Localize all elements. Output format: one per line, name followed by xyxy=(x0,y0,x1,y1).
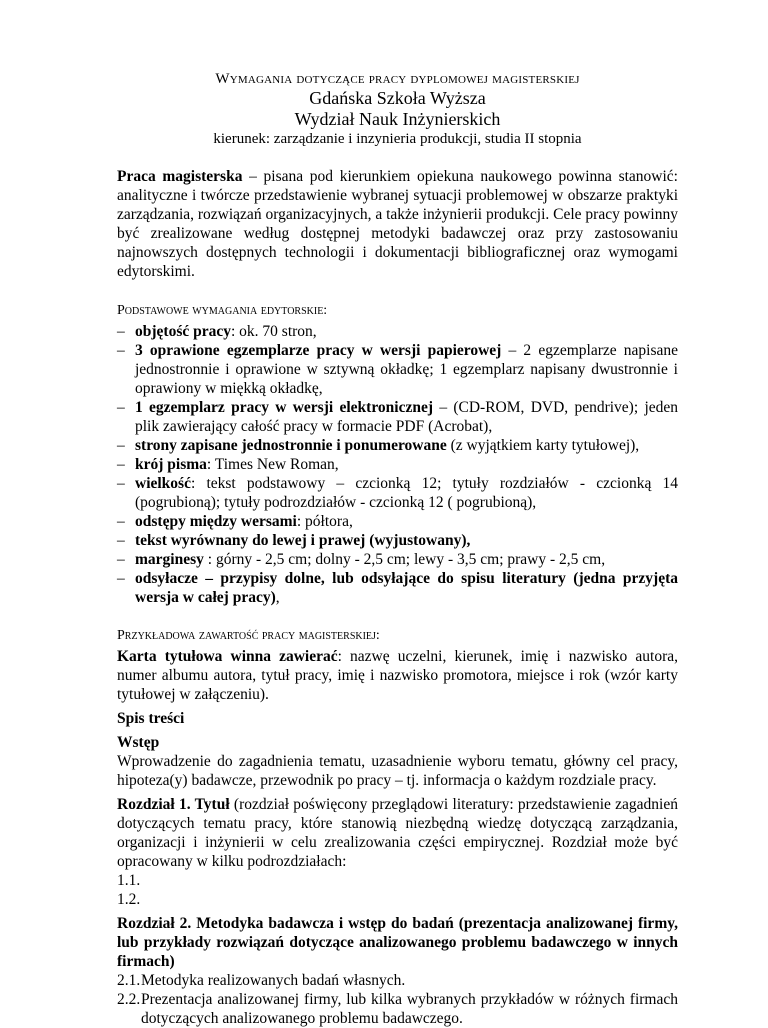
item-bold: wielkość xyxy=(135,475,191,492)
school-name: Gdańska Szkoła Wyższa xyxy=(309,88,486,108)
item-bold: strony zapisane jednostronnie i ponumerowane xyxy=(135,437,447,454)
item-text: (z wyjątkiem karty tytułowej), xyxy=(446,437,640,454)
chapter2-item xyxy=(117,990,678,1028)
toc-heading xyxy=(117,709,678,728)
title-card-bold: Karta tytułowa winna zawierać xyxy=(117,648,338,665)
item-number: 2.2. xyxy=(117,991,141,1008)
item-bold: 1 egzemplarz pracy w wersji elektronicznej xyxy=(135,399,434,416)
dash-bullet: – xyxy=(117,475,125,492)
list-item xyxy=(117,322,678,341)
list-item xyxy=(117,569,678,607)
item-number: 2.1. xyxy=(117,972,141,989)
title-card-text: : nazwę uczelni, kierunek, imię i nazwisko autora, numer albumu autora, tytuł pracy, imię i nazwisko promotora, miejsce i rok (wzór karty tytułowej w załączeniu). xyxy=(117,648,678,703)
chapter2-title-text: Rozdział 2. Metodyka badawcza i wstęp do badań (prezentacja analizowanej firmy, lub przykłady rozwiązań dotyczące analizowanego problemu badawczego w innych firmach) xyxy=(117,915,678,970)
item-text: : tekst podstawowy – czcionką 12; tytuły rozdziałów - czcionką 14 (pogrubioną); tytuły podrozdziałów - czcionką 12 ( pogrubioną), xyxy=(135,475,678,511)
item-text: Prezentacja analizowanej firmy, lub kilka wybranych przykładów w różnych firmach dotyczących analizowanego problemu badawczego. xyxy=(141,991,678,1027)
item-bold: objętość pracy xyxy=(135,323,231,340)
content-heading: Przykładowa zawartość pracy magisterskiej: xyxy=(117,628,380,643)
item-text: – 2 egzemplarze napisane jednostronnie i oprawione w sztywną okładkę; 1 egzemplarz napisany dwustronnie i oprawiony w miękką okładkę, xyxy=(135,342,678,397)
requirements-list xyxy=(117,322,678,607)
list-item xyxy=(117,531,678,550)
item-text: Metodyka realizowanych badań własnych. xyxy=(141,972,406,989)
list-item xyxy=(117,398,678,436)
item-bold: marginesy xyxy=(135,551,204,568)
title-card-paragraph xyxy=(117,647,678,704)
chapter1-sub2: 1.2. xyxy=(117,891,141,908)
chapter1-paragraph xyxy=(117,795,678,871)
item-text: – (CD-ROM, DVD, pendrive); jeden plik zawierający całość pracy w formacie PDF (Acrobat), xyxy=(135,399,679,435)
list-item xyxy=(117,436,678,455)
list-item xyxy=(117,455,678,474)
item-text: : półtora, xyxy=(296,513,353,530)
dash-bullet: – xyxy=(117,532,125,549)
item-bold: 3 oprawione egzemplarze pracy w wersji papierowej xyxy=(135,342,502,359)
intro-paragraph xyxy=(117,167,678,281)
chapter2-item xyxy=(117,971,678,990)
dash-bullet: – xyxy=(117,342,125,359)
chapter1-sub1: 1.1. xyxy=(117,872,141,889)
dash-bullet: – xyxy=(117,570,125,587)
dash-bullet: – xyxy=(117,456,125,473)
dash-bullet: – xyxy=(117,551,125,568)
requirements-heading: Podstawowe wymagania edytorskie: xyxy=(117,303,328,318)
faculty-name: Wydział Nauk Inżynierskich xyxy=(294,109,501,129)
dash-bullet: – xyxy=(117,437,125,454)
item-text: : Times New Roman, xyxy=(206,456,339,473)
dash-bullet: – xyxy=(117,399,125,416)
intro-text: – pisana pod kierunkiem opiekuna naukowego powinna stanowić: analityczne i twórcze przedstawienie wybranej sytuacji problemowej w obszarze praktyki zarządzania, rozwiązań organizacyjnych, a także inżynierii produkcji. Cele pracy powinny być zrealizowane według dostępnej metodyki badawczej oraz przy zastosowaniu najnowszych dostępnych technologii i dokumentacji bibliograficznej oraz wymogami edytorskimi. xyxy=(117,168,678,280)
list-item xyxy=(117,512,678,531)
document-header xyxy=(117,70,678,149)
toc-label: Spis treści xyxy=(117,710,185,727)
document-title: Wymagania dotyczące pracy dyplomowej magisterskiej xyxy=(215,71,580,87)
intro-section-heading xyxy=(117,733,678,752)
item-bold: odstępy między wersami xyxy=(135,513,297,530)
item-bold: krój pisma xyxy=(135,456,207,473)
item-text: : ok. 70 stron, xyxy=(231,323,317,340)
intro-section-label: Wstęp xyxy=(117,734,160,751)
dash-bullet: – xyxy=(117,323,125,340)
list-item xyxy=(117,474,678,512)
item-text: , xyxy=(275,589,280,606)
chapter1-text: (rozdział poświęcony przeglądowi literatury: przedstawienie zagadnień dotyczących tematu pracy, które stanowią niezbędną wiedzę dotyczącą zarządzania, organizacji i inżynierii w celu zrealizowania części empirycznej. Rozdział może być opracowany w kilku podrozdziałach: xyxy=(117,796,678,870)
chapter1-title: Rozdział 1. Tytuł xyxy=(117,796,230,813)
dash-bullet: – xyxy=(117,513,125,530)
item-bold: odsyłacze – przypisy dolne, lub odsyłające do spisu literatury (jedna przyjęta wersja w całej pracy) xyxy=(135,570,678,606)
list-item xyxy=(117,341,678,398)
intro-section-text: Wprowadzenie do zagadnienia tematu, uzasadnienie wyboru tematu, główny cel pracy, hipoteza(y) badawcze, przewodnik po pracy – tj. informacja o każdym rozdziale pracy. xyxy=(117,753,678,789)
item-text: : górny - 2,5 cm; dolny - 2,5 cm; lewy - 3,5 cm; prawy - 2,5 cm, xyxy=(203,551,606,568)
item-bold: tekst wyrównany do lewej i prawej (wyjustowany), xyxy=(135,532,471,549)
chapter2-title xyxy=(117,914,678,971)
list-item xyxy=(117,550,678,569)
intro-bold: Praca magisterska xyxy=(117,168,243,185)
field-of-study: kierunek: zarządzanie i inzynieria produkcji, studia II stopnia xyxy=(213,131,582,147)
